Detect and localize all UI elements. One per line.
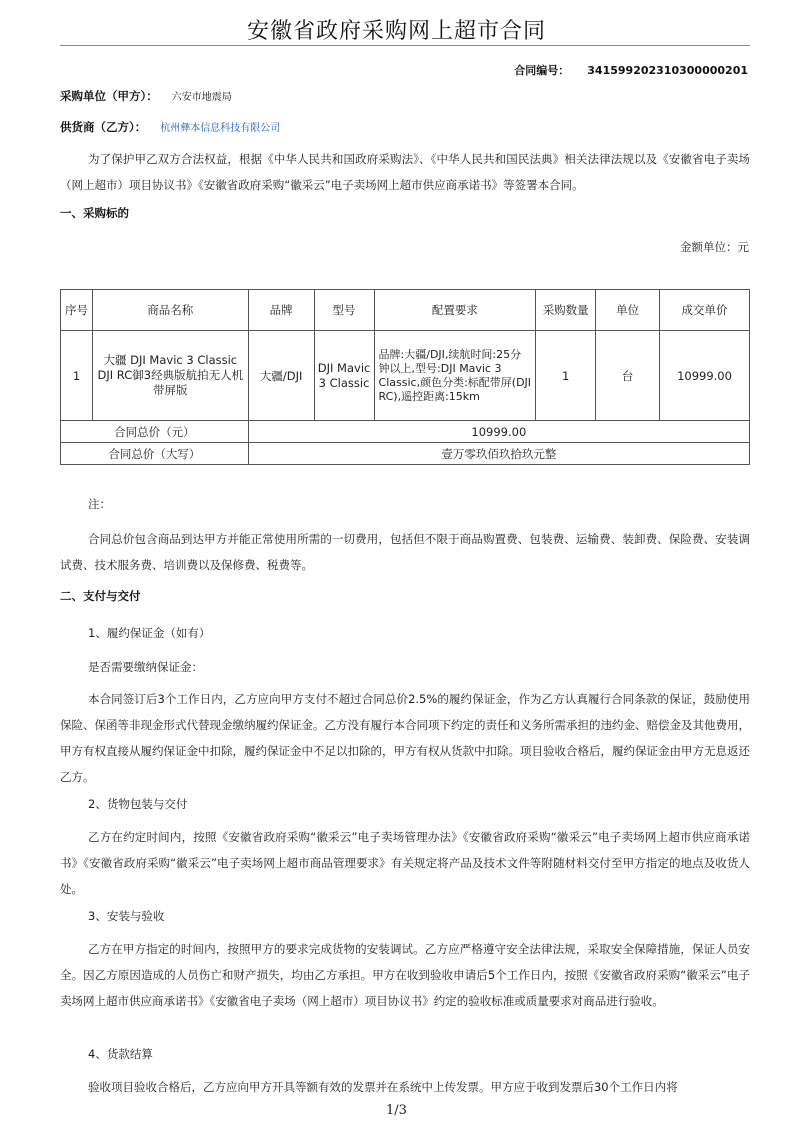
- amount-unit: 金额单位：元: [680, 240, 749, 254]
- subsection-acceptance: 3、安装与验收: [88, 909, 165, 923]
- total-label: 合同总价（元）: [61, 421, 249, 443]
- subsection-settlement: 4、货款结算: [88, 1047, 153, 1061]
- header-qty: 采购数量: [536, 290, 596, 331]
- cell-unit: 台: [596, 331, 660, 421]
- cell-qty: 1: [536, 331, 596, 421]
- header-no: 序号: [61, 290, 93, 331]
- total-cn-value: 壹万零玖佰玖拾玖元整: [248, 443, 749, 465]
- table-row: [61, 331, 750, 421]
- buyer-label: 采购单位（甲方）：: [60, 89, 158, 103]
- supplier-label: 供货商（乙方）：: [60, 120, 147, 134]
- deposit-question: 是否需要缴纳保证金：: [88, 660, 203, 674]
- buyer-value: 六安市地震局: [171, 92, 232, 103]
- acceptance-paragraph: 乙方在甲方指定的时间内，按照甲方的要求完成货物的安装调试。乙方应严格遵守安全法律法规，采取安全保障措施，保证人员安全。因乙方原因造成的人员伤亡和财产损失，均由乙方承担。甲方在收到验收申请后5个工作日内，按照《安徽省政府采购“徽采云”电子卖场网上超市供应商承诺书》《安徽省电子卖场（网上超市）项目协议书》约定的验收标准或质量要求对商品进行验收。: [60, 942, 750, 1008]
- subsection-delivery: 2、货物包装与交付: [88, 797, 188, 811]
- intro-paragraph: 为了保护甲乙双方合法权益，根据《中华人民共和国政府采购法》、《中华人民共和国民法典》相关法律法规以及《安徽省电子卖场（网上超市）项目协议书》《安徽省政府采购“徽采云”电子卖场网上超市供应商承诺书》等签署本合同。: [60, 152, 750, 192]
- cell-name: 大疆 DJI Mavic 3 Classic DJI RC御3经典版航拍无人机 带屏版: [92, 331, 248, 421]
- delivery-paragraph: 乙方在约定时间内，按照《安徽省政府采购“徽采云”电子卖场管理办法》《安徽省政府采购“徽采云”电子卖场网上超市供应商承诺书》《安徽省政府采购“徽采云”电子卖场网上超市商品管理要求》有关规定将产品及技术文件等附随材料交付至甲方指定的地点及收货人处。: [60, 830, 750, 896]
- cell-brand: 大疆/DJI: [248, 331, 314, 421]
- page-title: 安徽省政府采购网上超市合同: [246, 19, 546, 44]
- total-cn-row: [61, 443, 750, 465]
- title-divider: [60, 45, 750, 46]
- section-heading-1: 一、采购标的: [60, 206, 129, 220]
- header-config: 配置要求: [374, 290, 536, 331]
- section-heading-2: 二、支付与交付: [60, 589, 141, 603]
- deposit-paragraph: 本合同签订后3个工作日内，乙方应向甲方支付不超过合同总价2.5%的履约保证金，作为乙方认真履行合同条款的保证，鼓励使用保险、保函等非现金形式代替现金缴纳履约保证金。乙方没有履行本合同项下约定的责任和义务所需承担的违约金、赔偿金及其他费用，甲方有权直接从履约保证金中扣除，履约保证金中不足以扣除的，甲方有权从货款中扣除。项目验收合格后，履约保证金由甲方无息返还乙方。: [60, 692, 750, 784]
- cell-price: 10999.00: [660, 331, 750, 421]
- total-row: [61, 421, 750, 443]
- header-brand: 品牌: [248, 290, 314, 331]
- header-unit: 单位: [596, 290, 660, 331]
- supplier-line: [60, 119, 280, 135]
- contract-number-value: 341599202310300000201: [587, 64, 748, 77]
- header-name: 商品名称: [92, 290, 248, 331]
- table-header-row: [61, 290, 750, 331]
- contract-number: [514, 62, 748, 78]
- cell-no: 1: [61, 331, 93, 421]
- subsection-deposit: 1、履约保证金（如有）: [88, 626, 211, 640]
- page-number: 1/3: [386, 1103, 407, 1118]
- cell-model: DJI Mavic 3 Classic: [314, 331, 374, 421]
- goods-table: [60, 289, 750, 465]
- total-value: 10999.00: [248, 421, 749, 443]
- supplier-value: 杭州彝本信息科技有限公司: [160, 123, 281, 134]
- header-price: 成交单价: [660, 290, 750, 331]
- cell-config: 品牌:大疆/DJI,续航时间:25分钟以上,型号:DJI Mavic 3 Classic,颜色分类:标配带屏(DJI RC),遥控距离:15km: [374, 331, 536, 421]
- buyer-line: [60, 88, 232, 104]
- note-paragraph: 合同总价包含商品到达甲方并能正常使用所需的一切费用，包括但不限于商品购置费、包装费、运输费、装卸费、保险费、安装调试费、技术服务费、培训费以及保修费、税费等。: [60, 532, 750, 572]
- note-label: 注：: [88, 497, 111, 511]
- contract-number-label: 合同编号：: [514, 64, 570, 77]
- header-model: 型号: [314, 290, 374, 331]
- total-cn-label: 合同总价（大写）: [61, 443, 249, 465]
- settlement-paragraph: 验收项目验收合格后，乙方应向甲方开具等额有效的发票并在系统中上传发票。甲方应于收到发票后30个工作日内将: [88, 1080, 678, 1094]
